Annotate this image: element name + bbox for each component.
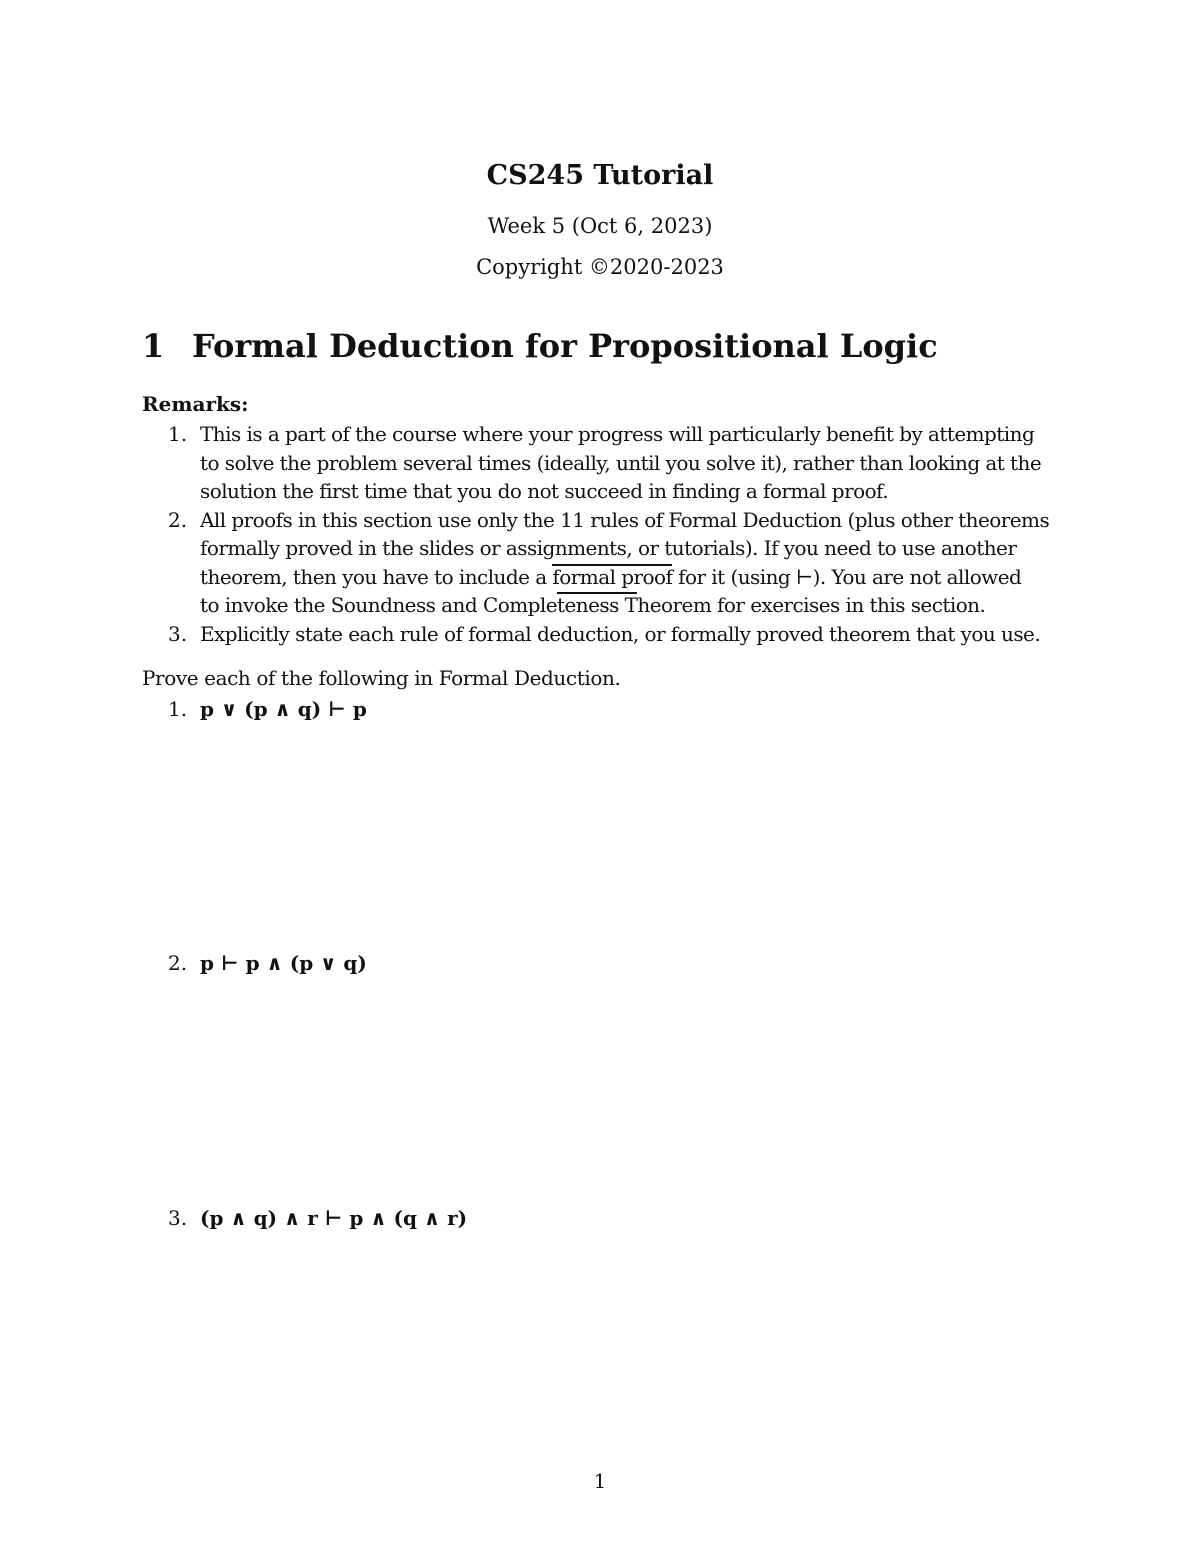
remark-line [200,563,1062,592]
remark-number: 3. [168,621,188,646]
remark-line: solution the first time that you do not succeed in finding a formal proof. [200,479,889,503]
document-title: CS245 Tutorial [486,160,714,191]
overlined-text-content: formal proof [552,564,673,589]
overlined-text [557,591,637,620]
remark-line: This is a part of the course where your progress will particularly benefit by attempting [200,422,1035,446]
remark-text: theorem, then you have to include a [200,564,553,589]
remark-line: All proofs in this section use only the 11 rules of Formal Deduction (plus other theorems [200,507,1050,532]
section-heading [142,327,938,365]
remarks-label: Remarks: [142,392,249,416]
section-title: Formal Deduction for Propositional Logic [192,327,938,365]
copyright-notice: Copyright ©2020-2023 [476,255,724,279]
problem-number: 2. [168,951,188,975]
problem-formula: (p ∧ q) ∧ r ⊢ p ∧ (q ∧ r) [200,1206,468,1230]
exercise-instructions: Prove each of the following in Formal Deduction. [142,666,621,690]
remark-text: for it (using ⊢). You are not allowed [672,564,1022,589]
remark-line: Explicitly state each rule of formal deduction, or formally proved theorem that you use. [200,621,1041,646]
remark-line [200,591,1062,620]
overlined-text [552,563,672,592]
problem-item-3 [168,1206,467,1230]
page-number: 1 [593,1469,607,1493]
remark-line: formally proved in the slides or assignments, or tutorials). If you need to use another [200,536,1017,560]
overline-mark [552,564,672,566]
problem-number: 1. [168,697,188,721]
overlined-text-content: teness T [557,593,638,617]
remark-text: to invoke the Soundness and Comple [200,593,557,617]
problem-item-1 [168,697,367,721]
problem-formula: p ∨ (p ∧ q) ⊢ p [200,697,367,721]
problem-number: 3. [168,1206,188,1230]
section-number: 1 [142,327,165,365]
remark-number: 1. [168,422,188,446]
remarks-list [142,420,1062,648]
problem-formula: p ⊢ p ∧ (p ∨ q) [200,951,367,975]
overline-mark [557,592,637,594]
remark-number: 2. [168,507,188,532]
remark-item-3 [142,620,1062,649]
document-subtitle: Week 5 (Oct 6, 2023) [487,214,713,238]
remark-item-2 [142,506,1062,620]
remark-item-1 [142,420,1062,506]
remark-text: heorem for exercises in this section. [637,593,986,617]
remark-line: to solve the problem several times (ideally, until you solve it), rather than looking at the [200,450,1042,475]
problem-item-2 [168,951,367,975]
